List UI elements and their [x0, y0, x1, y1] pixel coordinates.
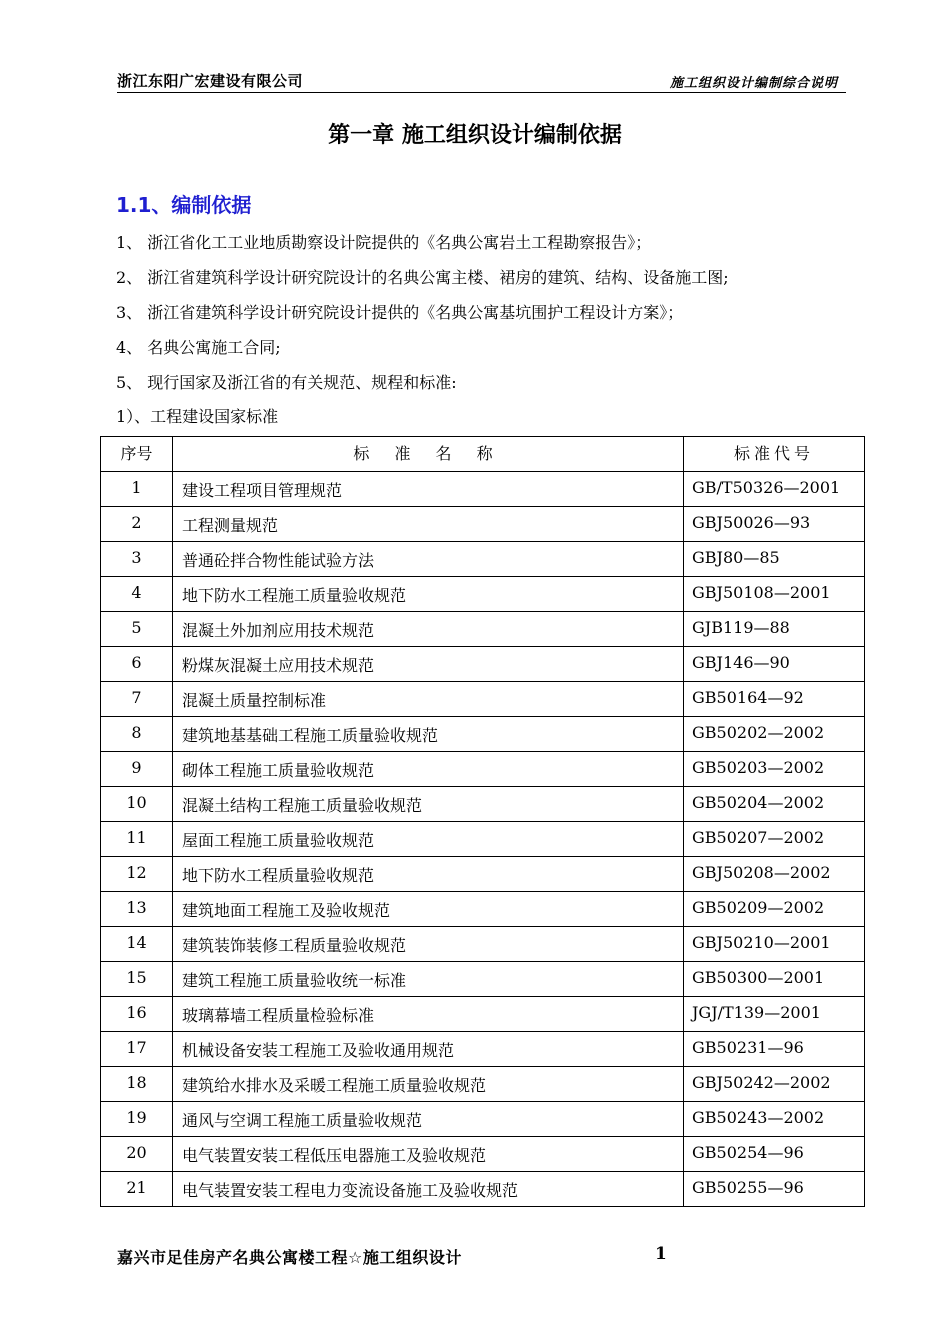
footer-text: 嘉兴市足佳房产名典公寓楼工程☆施工组织设计: [117, 1248, 462, 1267]
basis-item-1: 1、 浙江省化工工业地质勘察设计院提供的《名典公寓岩土工程勘察报告》；: [116, 233, 652, 252]
row-index: 20: [101, 1137, 173, 1172]
row-index: 14: [101, 927, 173, 962]
row-standard-code: GB50207—2002: [684, 822, 865, 857]
table-row: [101, 892, 865, 927]
page-number: 1: [655, 1244, 667, 1264]
table-row: [101, 542, 865, 577]
row-standard-code: GBJ50210—2001: [684, 927, 865, 962]
table-row: [101, 577, 865, 612]
row-index: 13: [101, 892, 173, 927]
table-row: [101, 647, 865, 682]
table-row: [101, 927, 865, 962]
table-row: [101, 822, 865, 857]
row-index: 9: [101, 752, 173, 787]
row-standard-name: 通风与空调工程施工质量验收规范: [173, 1102, 684, 1137]
row-standard-name: 普通砼拌合物性能试验方法: [173, 542, 684, 577]
row-standard-name: 建筑工程施工质量验收统一标准: [173, 962, 684, 997]
company-name: 浙江东阳广宏建设有限公司: [117, 72, 304, 90]
table-row: [101, 507, 865, 542]
table-row: [101, 787, 865, 822]
row-index: 1: [101, 472, 173, 507]
header-standard-name: 标 准 名 称: [173, 437, 684, 472]
document-title: 施工组织设计编制综合说明: [669, 76, 838, 91]
row-standard-code: GB50231—96: [684, 1032, 865, 1067]
table-body: [101, 472, 865, 1207]
row-standard-code: GB50255—96: [684, 1172, 865, 1207]
row-index: 2: [101, 507, 173, 542]
row-standard-code: GBJ80—85: [684, 542, 865, 577]
row-standard-name: 工程测量规范: [173, 507, 684, 542]
row-standard-code: GBJ146—90: [684, 647, 865, 682]
row-standard-name: 混凝土外加剂应用技术规范: [173, 612, 684, 647]
chapter-title: 第一章 施工组织设计编制依据: [328, 123, 622, 148]
table-header-row: [101, 437, 865, 472]
row-standard-name: 地下防水工程施工质量验收规范: [173, 577, 684, 612]
row-standard-code: GBJ50242—2002: [684, 1067, 865, 1102]
row-index: 5: [101, 612, 173, 647]
row-standard-name: 建筑地基基础工程施工质量验收规范: [173, 717, 684, 752]
table-row: [101, 682, 865, 717]
basis-item-4: 4、 名典公寓施工合同;: [116, 338, 281, 357]
row-standard-code: GB50203—2002: [684, 752, 865, 787]
row-standard-code: GBJ50026—93: [684, 507, 865, 542]
row-index: 4: [101, 577, 173, 612]
standards-table: [100, 436, 865, 1207]
row-standard-name: 电气装置安装工程低压电器施工及验收规范: [173, 1137, 684, 1172]
row-standard-code: GB50204—2002: [684, 787, 865, 822]
row-standard-name: 混凝土质量控制标准: [173, 682, 684, 717]
row-index: 10: [101, 787, 173, 822]
row-index: 19: [101, 1102, 173, 1137]
header-standard-code: 标准代号: [684, 437, 865, 472]
row-standard-code: GJB119—88: [684, 612, 865, 647]
table-row: [101, 472, 865, 507]
table-row: [101, 1137, 865, 1172]
header-index: 序号: [101, 437, 173, 472]
row-standard-code: GBJ50108—2001: [684, 577, 865, 612]
row-index: 17: [101, 1032, 173, 1067]
row-index: 16: [101, 997, 173, 1032]
table-row: [101, 612, 865, 647]
row-standard-code: GB50243—2002: [684, 1102, 865, 1137]
row-standard-name: 建筑给水排水及采暖工程施工质量验收规范: [173, 1067, 684, 1102]
row-standard-code: GB50300—2001: [684, 962, 865, 997]
row-standard-name: 地下防水工程质量验收规范: [173, 857, 684, 892]
table-row: [101, 717, 865, 752]
basis-item-2: 2、 浙江省建筑科学设计研究院设计的名典公寓主楼、裙房的建筑、结构、设备施工图;: [116, 268, 729, 287]
table-row: [101, 997, 865, 1032]
row-standard-name: 粉煤灰混凝土应用技术规范: [173, 647, 684, 682]
row-index: 21: [101, 1172, 173, 1207]
table-row: [101, 857, 865, 892]
row-index: 8: [101, 717, 173, 752]
row-index: 18: [101, 1067, 173, 1102]
row-standard-code: GB/T50326—2001: [684, 472, 865, 507]
row-standard-code: GB50209—2002: [684, 892, 865, 927]
row-index: 6: [101, 647, 173, 682]
section-title: 1.1、编制依据: [116, 193, 252, 217]
row-standard-name: 建设工程项目管理规范: [173, 472, 684, 507]
row-standard-code: GB50254—96: [684, 1137, 865, 1172]
row-standard-name: 建筑装饰装修工程质量验收规范: [173, 927, 684, 962]
row-index: 15: [101, 962, 173, 997]
row-standard-name: 机械设备安装工程施工及验收通用规范: [173, 1032, 684, 1067]
row-standard-name: 建筑地面工程施工及验收规范: [173, 892, 684, 927]
basis-item-5: 5、 现行国家及浙江省的有关规范、规程和标准:: [116, 373, 457, 392]
table-row: [101, 752, 865, 787]
row-index: 3: [101, 542, 173, 577]
row-standard-name: 砌体工程施工质量验收规范: [173, 752, 684, 787]
table-row: [101, 962, 865, 997]
table-row: [101, 1102, 865, 1137]
row-standard-name: 玻璃幕墙工程质量检验标准: [173, 997, 684, 1032]
row-standard-name: 电气装置安装工程电力变流设备施工及验收规范: [173, 1172, 684, 1207]
row-standard-name: 屋面工程施工质量验收规范: [173, 822, 684, 857]
table-row: [101, 1032, 865, 1067]
page-header: [117, 70, 846, 93]
table-row: [101, 1067, 865, 1102]
row-index: 12: [101, 857, 173, 892]
row-standard-code: JGJ/T139—2001: [684, 997, 865, 1032]
basis-item-3: 3、 浙江省建筑科学设计研究院设计提供的《名典公寓基坑围护工程设计方案》；: [116, 303, 684, 322]
row-index: 11: [101, 822, 173, 857]
table-row: [101, 1172, 865, 1207]
standards-subheading: 1）、工程建设国家标准: [116, 407, 279, 426]
row-standard-code: GB50164—92: [684, 682, 865, 717]
row-standard-name: 混凝土结构工程施工质量验收规范: [173, 787, 684, 822]
row-standard-code: GB50202—2002: [684, 717, 865, 752]
row-index: 7: [101, 682, 173, 717]
row-standard-code: GBJ50208—2002: [684, 857, 865, 892]
